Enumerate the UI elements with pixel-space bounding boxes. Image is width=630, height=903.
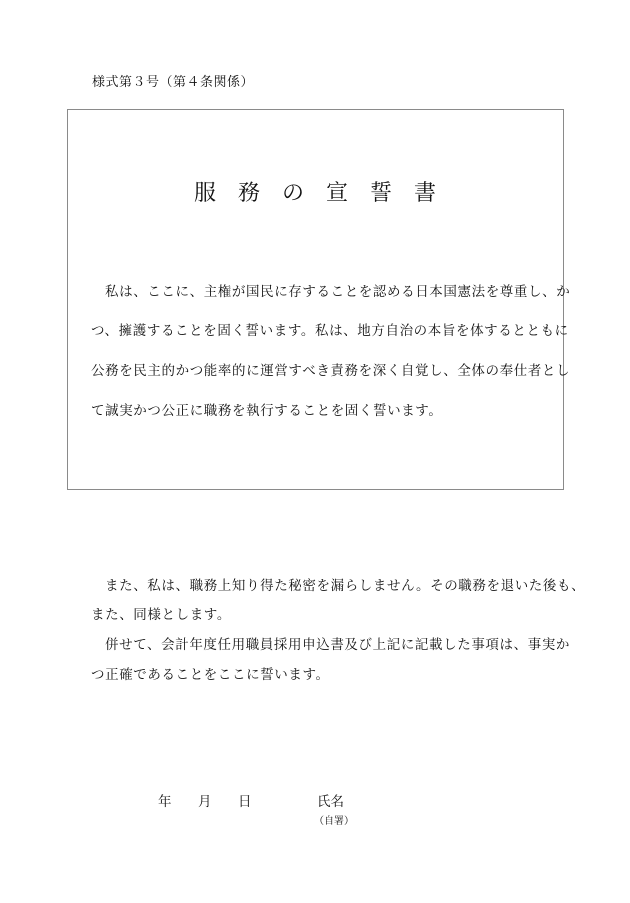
signature-month: 月 bbox=[198, 794, 212, 810]
signature-year: 年 bbox=[158, 794, 172, 810]
statement-line-3: 併せて、会計年度任用職員採用申込書及び上記に記載した事項は、事実か bbox=[105, 637, 571, 653]
signature-name-label: 氏名 bbox=[317, 794, 344, 810]
signature-autograph-note: （自署） bbox=[314, 816, 354, 827]
form-number: 様式第３号（第４条関係） bbox=[92, 75, 255, 90]
statement-line-4: つ正確であることをここに誓います。 bbox=[91, 667, 330, 683]
statement-line-1: また、私は、職務上知り得た秘密を漏らしません。その職務を退いた後も、 bbox=[105, 578, 586, 594]
oath-line-1: 私は、ここに、主権が国民に存することを認める日本国憲法を尊重し、か bbox=[105, 284, 571, 300]
oath-line-4: て誠実かつ公正に職務を執行することを固く誓います。 bbox=[91, 403, 443, 419]
oath-line-3: 公務を民主的かつ能率的に運営すべき責務を深く自覚し、全体の奉仕者とし bbox=[91, 363, 571, 379]
statement-line-2: また、同様とします。 bbox=[91, 607, 231, 623]
signature-day: 日 bbox=[238, 794, 252, 810]
oath-title: 服務の宣誓書 bbox=[193, 181, 458, 206]
oath-line-2: つ、擁護することを固く誓います。私は、地方自治の本旨を体するとともに bbox=[91, 323, 569, 339]
